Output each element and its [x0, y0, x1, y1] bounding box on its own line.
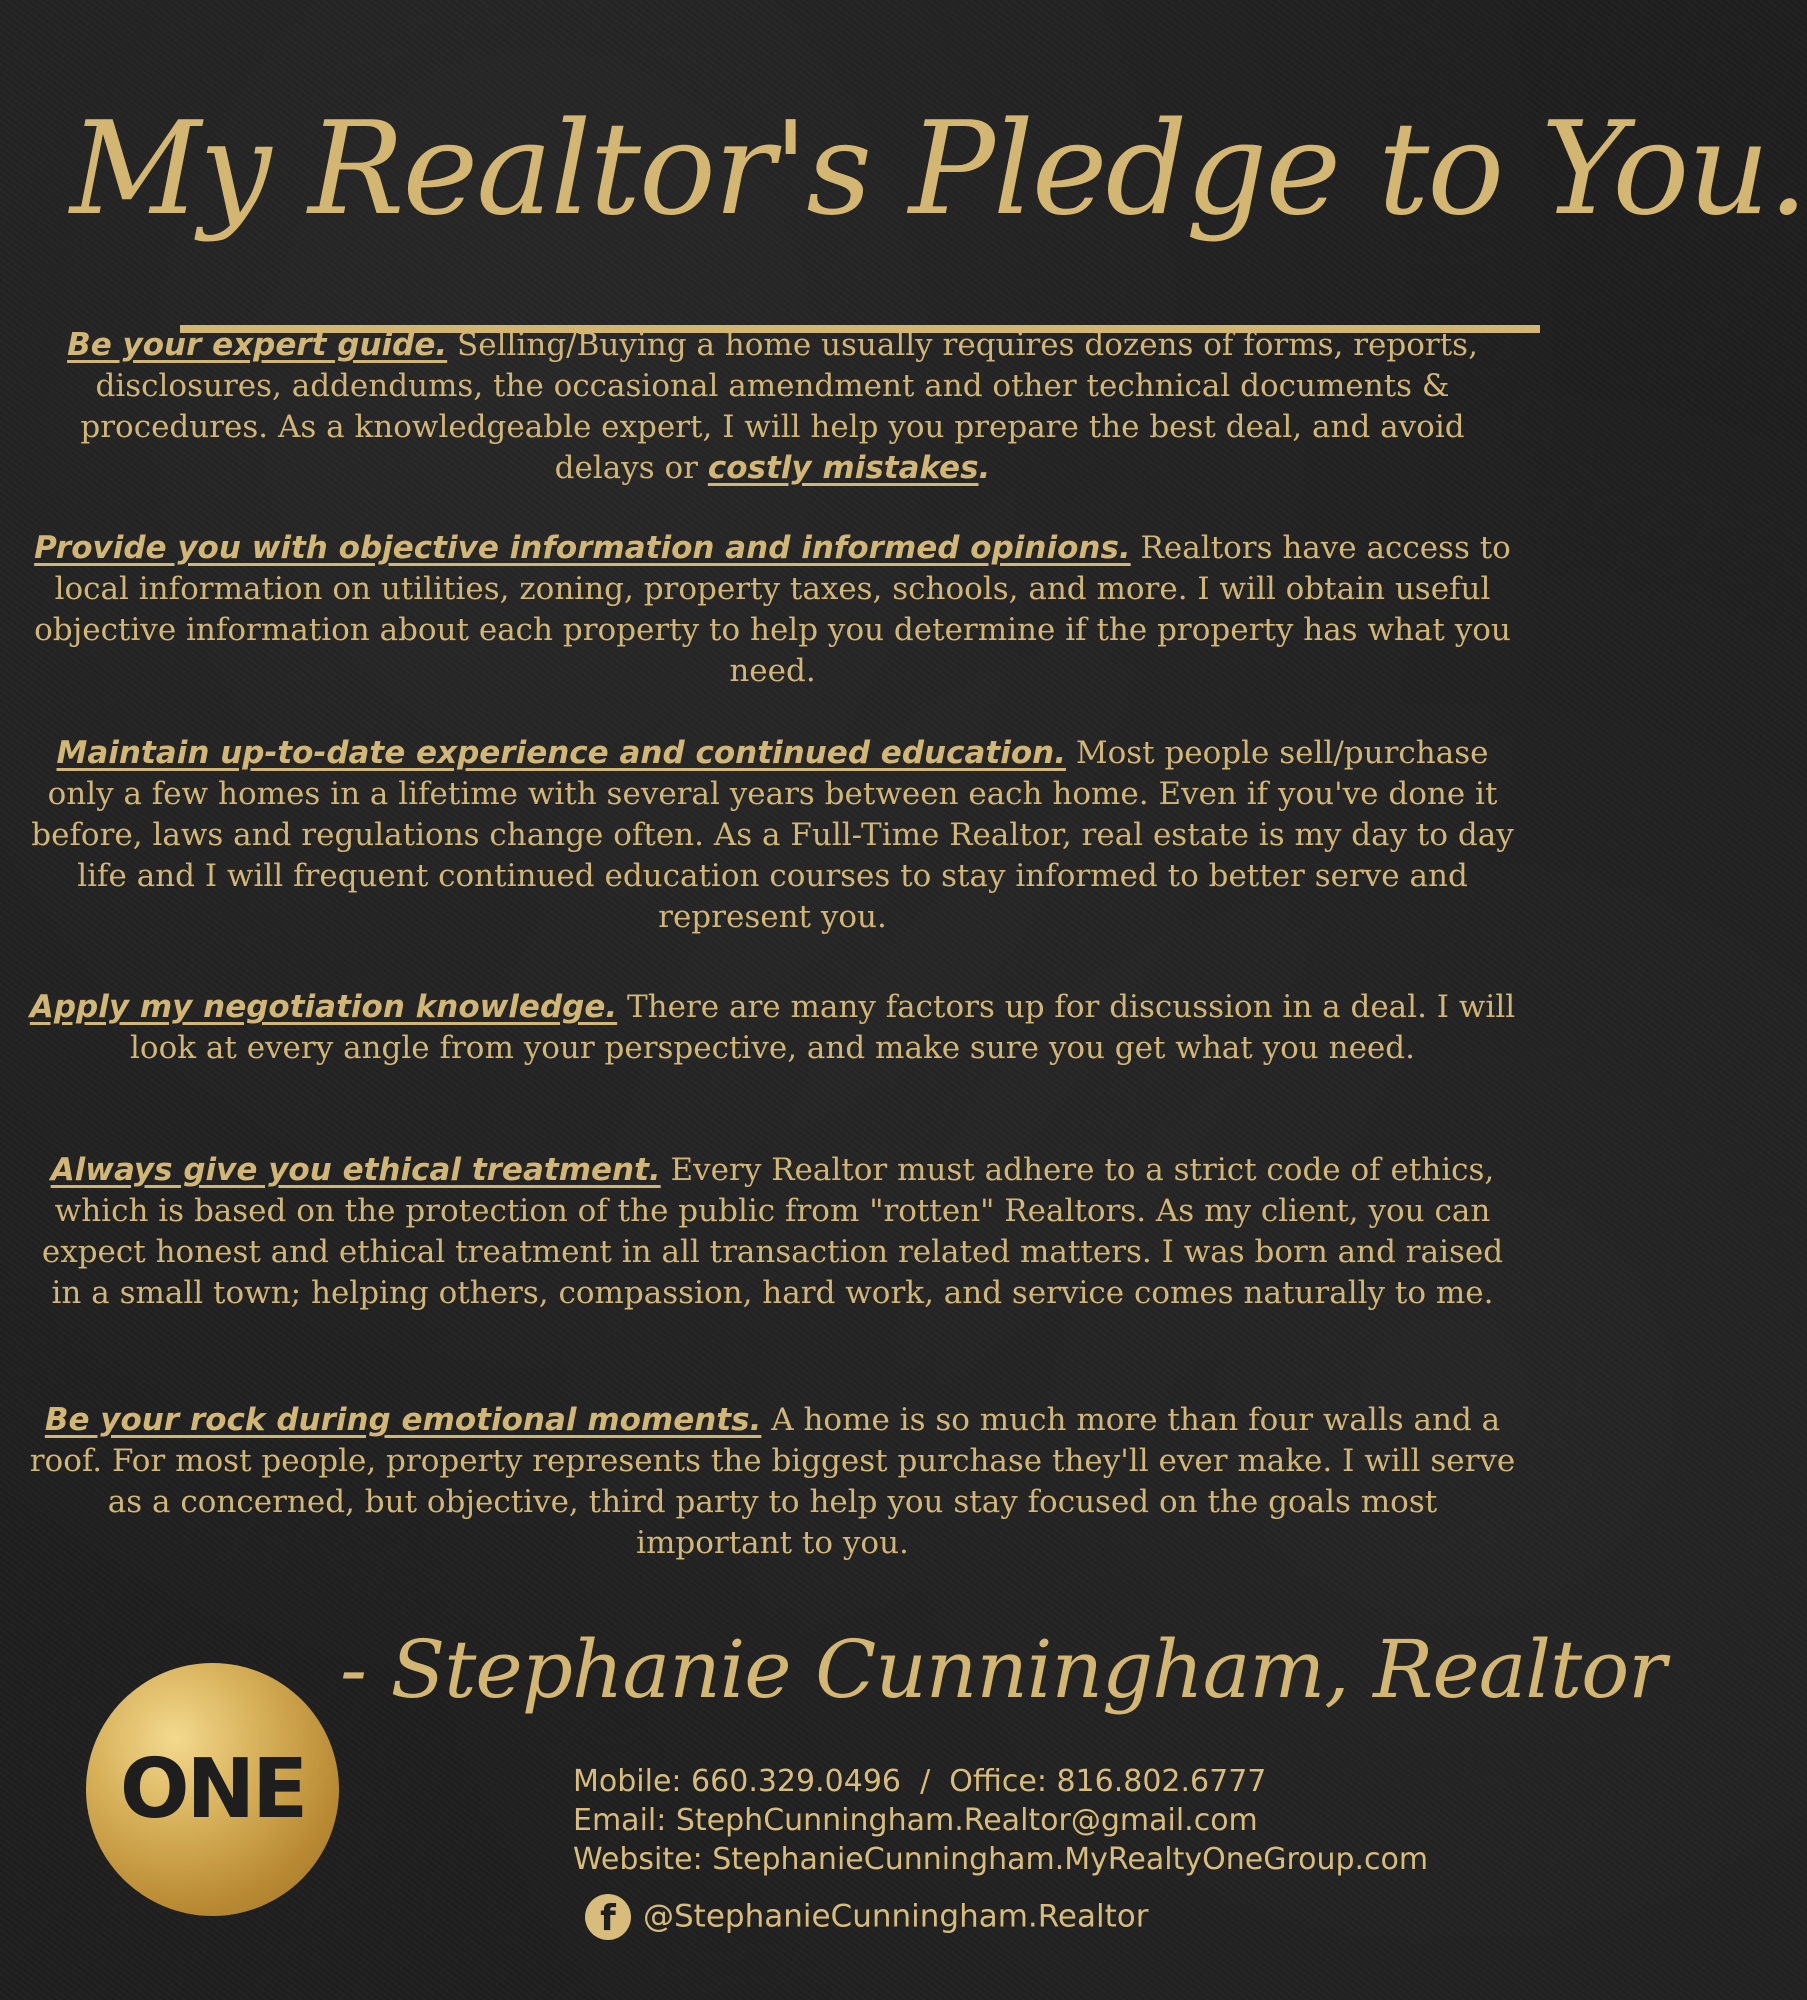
brokerage-logo [86, 1663, 339, 1916]
pledge-body: There are many factors up for discussion in a deal. I will look at every angle from your perspective, and make sure you get what you need. [130, 989, 1516, 1066]
pledge-heading: Provide you with objective information and informed opinions. [34, 530, 1131, 566]
contact-email: Email: StephCunningham.Realtor@gmail.com [573, 1803, 1258, 1838]
pledge-body: A home is so much more than four walls and a roof. For most people, property represents the biggest purchase they'll ever make. I will serve as a concerned, but objective, third party to help you stay focused on the goals most important to you. [29, 1402, 1516, 1561]
pledge-item [28, 733, 1517, 938]
pledge-body: Most people sell/purchase only a few homes in a lifetime with several years between each home. Even if you've done it before, laws and regulations change often. As a Full-Time Realtor, real estate is my day to day life and I will frequent continued education courses to stay informed to better serve and represent you. [31, 735, 1514, 935]
pledge-item [28, 325, 1517, 489]
social-handle: @StephanieCunningham.Realtor [643, 1898, 1149, 1935]
page-title: My Realtor's Pledge to You. [70, 95, 1807, 244]
pledge-emphasis: costly mistakes [707, 450, 979, 486]
title-block [70, 85, 1807, 315]
pledge-heading: Be your rock during emotional moments. [44, 1402, 762, 1438]
pledge-item [28, 528, 1517, 692]
pledge-tail: . [978, 450, 991, 486]
signature: - Stephanie Cunningham, Realtor [340, 1623, 1666, 1716]
pledge-body: Selling/Buying a home usually requires dozens of forms, reports, disclosures, addendums, the occasional amendment and other technical documents & procedures. As a knowledgeable expert, I will help you prepare the best deal, and avoid delays or [80, 327, 1478, 486]
pledge-heading: Always give you ethical treatment. [50, 1152, 661, 1188]
pledge-heading: Be your expert guide. [67, 327, 448, 363]
pledge-heading: Maintain up-to-date experience and continued education. [56, 735, 1066, 771]
pledge-item [28, 1150, 1517, 1314]
pledge-item [28, 987, 1517, 1069]
contact-info [573, 1762, 1513, 1879]
pledge-body: Every Realtor must adhere to a strict code of ethics, which is based on the protection of the public from "rotten" Realtors. As my client, you can expect honest and ethical treatment in all transaction related matters. I was born and raised in a small town; helping others, compassion, hard work, and service comes naturally to me. [41, 1152, 1504, 1311]
social-link[interactable] [585, 1890, 1485, 1940]
pledge-body: Realtors have access to local information on utilities, zoning, property taxes, schools, and more. I will obtain useful objective information about each property to help you determine if the property has what you need. [34, 530, 1511, 689]
pledge-heading: Apply my negotiation knowledge. [29, 989, 618, 1025]
logo-text: ONE [119, 1742, 306, 1837]
pledge-item [28, 1400, 1517, 1564]
facebook-icon: f [585, 1894, 631, 1940]
contact-phones: Mobile: 660.329.0496 / Office: 816.802.6777 [573, 1764, 1267, 1799]
contact-website: Website: StephanieCunningham.MyRealtyOneGroup.com [573, 1842, 1429, 1877]
